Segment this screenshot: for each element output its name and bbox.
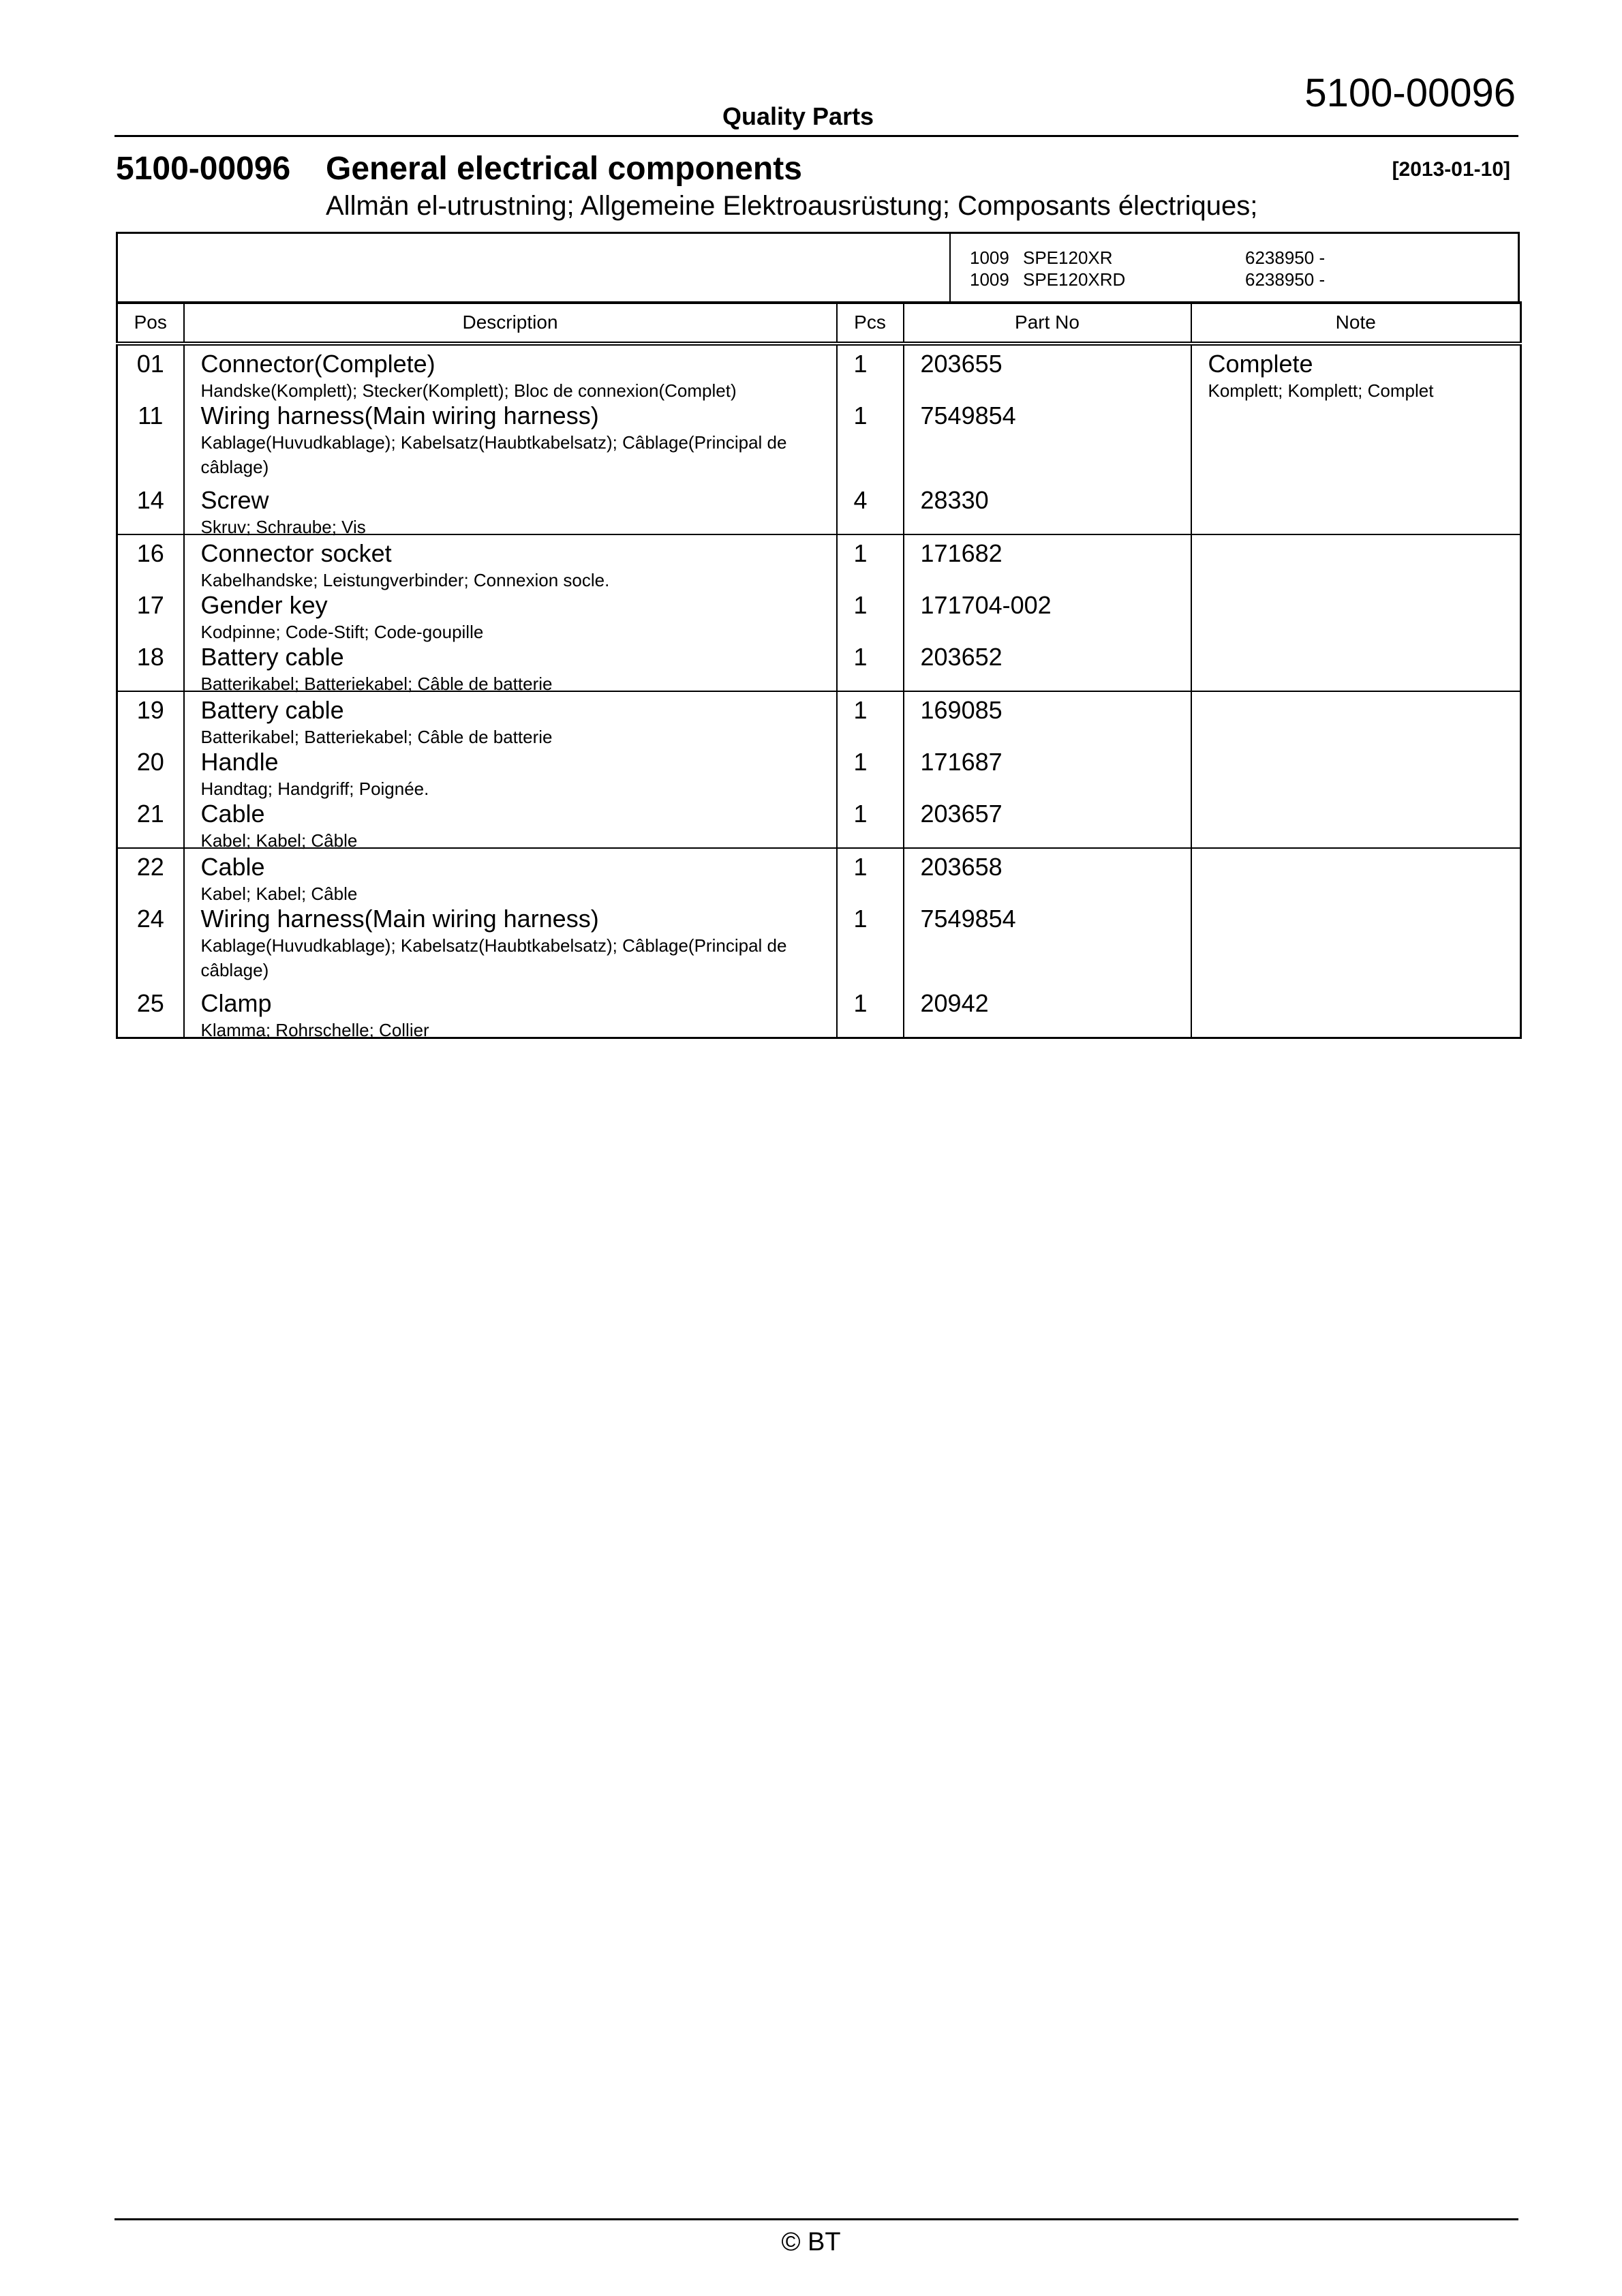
- column-header-note: Note: [1191, 303, 1521, 344]
- section-subtitle: Allmän el-utrustning; Allgemeine Elektroausrüstung; Composants électriques;: [326, 191, 1258, 221]
- cell-part-no: [904, 848, 1191, 901]
- part-name: Wiring harness(Main wiring harness): [200, 905, 599, 933]
- part-number: 203657: [920, 800, 1003, 828]
- section-title: General electrical components: [326, 151, 802, 187]
- pos-value: 01: [136, 350, 164, 378]
- pcs-value: 1: [853, 643, 868, 671]
- pcs-value: 1: [853, 853, 868, 881]
- model-code: 1009: [970, 247, 1009, 268]
- cell-part-no: [904, 639, 1191, 691]
- part-translations: Kablage(Huvudkablage); Kabelsatz(Haubtkabelsatz); Câblage(Principal de câblage): [200, 432, 787, 477]
- model-code: 1009: [970, 269, 1009, 290]
- cell-pcs: [837, 901, 904, 985]
- cell-pcs: [837, 744, 904, 796]
- cell-note: [1191, 397, 1521, 482]
- cell-note: [1191, 344, 1521, 401]
- table-row: [117, 587, 1521, 639]
- part-name: Clamp: [200, 989, 272, 1017]
- pcs-value: 1: [853, 539, 868, 567]
- part-translations: Kabel; Kabel; Câble: [200, 883, 358, 904]
- model-name: SPE120XRD: [1023, 269, 1126, 290]
- part-translations: Klamma; Rohrschelle; Collier: [200, 1020, 429, 1040]
- cell-description: [184, 744, 837, 799]
- cell-pcs: [837, 848, 904, 901]
- cell-description: [184, 848, 837, 904]
- cell-description: [184, 901, 837, 985]
- cell-pos: [117, 482, 184, 534]
- cell-note: [1191, 848, 1521, 901]
- part-number: 7549854: [920, 402, 1016, 429]
- part-translations: Kodpinne; Code-Stift; Code-goupille: [200, 622, 484, 642]
- model-serial: 6238950 -: [1245, 247, 1326, 268]
- pos-value: 22: [136, 853, 164, 881]
- table-row: [117, 482, 1521, 534]
- part-name: Connector(Complete): [200, 350, 435, 378]
- cell-note: [1191, 796, 1521, 848]
- cell-pos: [117, 744, 184, 796]
- part-name: Cable: [200, 800, 265, 828]
- pos-value: 11: [138, 402, 164, 429]
- cell-description: [184, 985, 837, 1038]
- document-number: 5100-00096: [1304, 71, 1516, 115]
- pcs-value: 4: [853, 486, 868, 514]
- cell-pos: [117, 587, 184, 639]
- part-number: 28330: [920, 486, 989, 514]
- cell-pcs: [837, 482, 904, 534]
- cell-pos: [117, 796, 184, 848]
- section-date: [2013-01-10]: [1392, 158, 1510, 181]
- cell-part-no: [904, 985, 1191, 1038]
- section-code: 5100-00096: [116, 151, 291, 187]
- pcs-value: 1: [853, 402, 868, 429]
- table-row: [117, 796, 1521, 848]
- table-row: [117, 344, 1521, 397]
- cell-description: [184, 796, 837, 851]
- cell-description: [184, 691, 837, 747]
- pcs-value: 1: [853, 350, 868, 378]
- cell-part-no: [904, 796, 1191, 848]
- table-row: [117, 901, 1521, 985]
- cell-description: [184, 344, 837, 401]
- note-translations: Komplett; Komplett; Complet: [1208, 380, 1434, 401]
- pcs-value: 1: [853, 989, 868, 1017]
- part-number: 203652: [920, 643, 1003, 671]
- column-header-description: Description: [184, 303, 837, 344]
- part-number: 169085: [920, 696, 1003, 724]
- cell-pos: [117, 691, 184, 744]
- cell-pos: [117, 848, 184, 901]
- pcs-value: 1: [853, 696, 868, 724]
- cell-pcs: [837, 796, 904, 848]
- part-translations: Skruv; Schraube; Vis: [200, 517, 366, 537]
- cell-note: [1191, 985, 1521, 1038]
- table-row: [117, 639, 1521, 691]
- model-line: [970, 269, 1325, 290]
- part-translations: Kabelhandske; Leistungverbinder; Connexion socle.: [200, 570, 610, 590]
- pos-value: 14: [136, 486, 164, 514]
- part-number: 171682: [920, 539, 1003, 567]
- cell-pos: [117, 397, 184, 482]
- cell-part-no: [904, 744, 1191, 796]
- part-translations: Batterikabel; Batteriekabel; Câble de batterie: [200, 674, 553, 694]
- cell-pcs: [837, 691, 904, 744]
- table-row: [117, 691, 1521, 744]
- cell-note: [1191, 639, 1521, 691]
- cell-pcs: [837, 397, 904, 482]
- part-name: Screw: [200, 486, 269, 514]
- table-row: [117, 397, 1521, 482]
- pcs-value: 1: [853, 748, 868, 776]
- cell-pcs: [837, 587, 904, 639]
- cell-description: [184, 534, 837, 590]
- model-applicability-box: [116, 232, 1520, 304]
- part-number: 20942: [920, 989, 989, 1017]
- pos-value: 25: [136, 989, 164, 1017]
- pos-value: 16: [136, 539, 164, 567]
- part-number: 171687: [920, 748, 1003, 776]
- cell-description: [184, 639, 837, 694]
- cell-part-no: [904, 901, 1191, 985]
- column-header-part-no: Part No: [904, 303, 1191, 344]
- model-name: SPE120XR: [1023, 247, 1113, 268]
- copyright: © BT: [781, 2228, 841, 2256]
- table-row: [117, 534, 1521, 587]
- part-number: 171704-002: [920, 591, 1052, 619]
- model-box-divider: [949, 234, 951, 302]
- part-name: Gender key: [200, 591, 328, 619]
- cell-pos: [117, 901, 184, 985]
- cell-part-no: [904, 534, 1191, 587]
- part-name: Wiring harness(Main wiring harness): [200, 402, 599, 429]
- cell-part-no: [904, 344, 1191, 397]
- cell-note: [1191, 744, 1521, 796]
- pos-value: 20: [136, 748, 164, 776]
- part-translations: Handske(Komplett); Stecker(Komplett); Bloc de connexion(Complet): [200, 380, 737, 401]
- cell-pcs: [837, 639, 904, 691]
- part-name: Battery cable: [200, 643, 344, 671]
- table-row: [117, 744, 1521, 796]
- cell-note: [1191, 691, 1521, 744]
- cell-part-no: [904, 587, 1191, 639]
- cell-pcs: [837, 534, 904, 587]
- part-number: 203655: [920, 350, 1003, 378]
- footer-rule: [114, 2218, 1518, 2220]
- table-row: [117, 985, 1521, 1038]
- table-header-row: [117, 303, 1521, 344]
- part-number: 7549854: [920, 905, 1016, 933]
- header-rule: [114, 135, 1518, 137]
- cell-pos: [117, 639, 184, 691]
- part-name: Handle: [200, 748, 279, 776]
- column-header-pcs: Pcs: [837, 303, 904, 344]
- pcs-value: 1: [853, 800, 868, 828]
- pos-value: 19: [136, 696, 164, 724]
- cell-description: [184, 482, 837, 537]
- pos-value: 17: [136, 591, 164, 619]
- cell-part-no: [904, 482, 1191, 534]
- model-line: [970, 247, 1325, 269]
- part-translations: Handtag; Handgriff; Poignée.: [200, 779, 429, 799]
- cell-pos: [117, 534, 184, 587]
- part-translations: Batterikabel; Batteriekabel; Câble de batterie: [200, 727, 553, 747]
- header-title: Quality Parts: [722, 102, 874, 130]
- cell-pos: [117, 344, 184, 397]
- table-row: [117, 848, 1521, 901]
- cell-note: [1191, 482, 1521, 534]
- pos-value: 18: [136, 643, 164, 671]
- column-header-pos: Pos: [117, 303, 184, 344]
- cell-description: [184, 397, 837, 482]
- cell-part-no: [904, 397, 1191, 482]
- cell-part-no: [904, 691, 1191, 744]
- cell-note: [1191, 587, 1521, 639]
- part-translations: Kablage(Huvudkablage); Kabelsatz(Haubtkabelsatz); Câblage(Principal de câblage): [200, 935, 787, 980]
- cell-pcs: [837, 344, 904, 397]
- cell-pos: [117, 985, 184, 1038]
- part-name: Cable: [200, 853, 265, 881]
- note-text: Complete: [1208, 350, 1313, 378]
- part-number: 203658: [920, 853, 1003, 881]
- cell-note: [1191, 534, 1521, 587]
- pos-value: 24: [136, 905, 164, 933]
- pcs-value: 1: [853, 591, 868, 619]
- cell-pcs: [837, 985, 904, 1038]
- parts-table: [116, 301, 1522, 1039]
- part-name: Connector socket: [200, 539, 392, 567]
- part-name: Battery cable: [200, 696, 344, 724]
- pos-value: 21: [136, 800, 164, 828]
- model-serial: 6238950 -: [1245, 269, 1326, 290]
- pcs-value: 1: [853, 905, 868, 933]
- cell-note: [1191, 901, 1521, 985]
- cell-description: [184, 587, 837, 642]
- part-translations: Kabel; Kabel; Câble: [200, 830, 358, 851]
